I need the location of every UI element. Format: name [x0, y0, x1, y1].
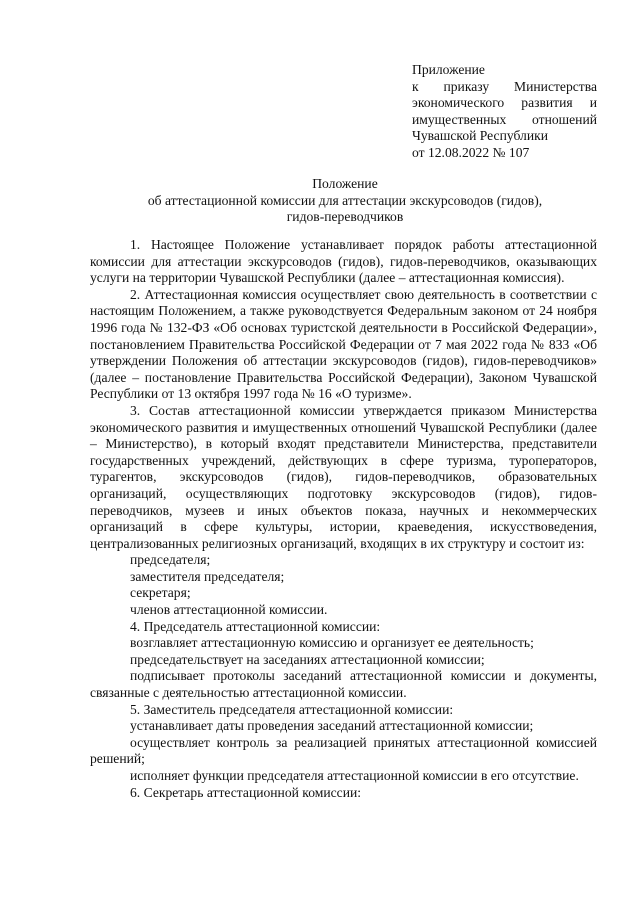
paragraph: 5. Заместитель председателя аттестационной комиссии:	[130, 701, 454, 717]
paragraph: 6. Секретарь аттестационной комиссии:	[130, 784, 362, 800]
list-item: членов аттестационной комиссии.	[130, 602, 328, 618]
title-line: Положение	[312, 176, 378, 191]
title-line: об аттестационной комиссии для аттестации экскурсоводов (гидов),	[147, 192, 543, 208]
document-title	[90, 176, 600, 226]
list-item: председателя;	[130, 552, 211, 568]
paragraph: 1. Настоящее Положение устанавливает порядок работы аттестационной комиссии для аттестации экскурсоводов (гидов), гидов-переводчиков, оказывающих услуги на территории Чувашской Республики (далее – аттестационная комиссия).	[90, 237, 597, 286]
list-item: секретаря;	[130, 585, 191, 601]
list-item: подписывает протоколы заседаний аттестационной комиссии и документы, связанные с деятельностью аттестационной комиссии.	[90, 668, 597, 701]
list-item: заместителя председателя;	[130, 568, 285, 584]
appendix-line: Чувашской Республики	[412, 128, 548, 144]
appendix-line: Приложение	[412, 62, 485, 77]
appendix-line: экономического развития и	[412, 95, 597, 111]
paragraph: 3. Состав аттестационной комиссии утверждается приказом Министерства экономического развития и имущественных отношений Чувашской Республики (далее – Министерство), в который входят представители Министерства, представители государственных учреждений, действующих в сфере туризма, туроператоров, турагентов, экскурсоводов (гидов), гидов-переводчиков, образовательных организаций, осуществляющих подготовку экскурсоводов (гидов), гидов-переводчиков, музеев и иных объектов показа, научных и некоммерческих организаций в сфере культуры, истории, краеведения, искусствоведения, централизованных религиозных организаций, входящих в их структуру и состоит из:	[90, 402, 597, 551]
list-item: председательствует на заседаниях аттестационной комиссии;	[130, 651, 485, 667]
list-item: устанавливает даты проведения заседаний аттестационной комиссии;	[130, 718, 534, 734]
paragraph: 2. Аттестационная комиссия осуществляет свою деятельность в соответствии с настоящим Положением, а также руководствуется Федеральным законом от 24 ноября 1996 года № 132-ФЗ «Об основах туристской деятельности в Российской Федерации», постановлением Правительства Российской Федерации от 7 мая 2022 года № 833 «Об утверждении Положения об аттестации экскурсоводов (гидов), гидов-переводчиков» (далее – постановление Правительства Российской Федерации), Законом Чувашской Республики от 13 октября 1997 года № 16 «О туризме».	[90, 286, 597, 402]
appendix-block	[412, 62, 597, 162]
appendix-line: к приказу Министерства	[412, 78, 597, 94]
appendix-line: от 12.08.2022 № 107	[412, 144, 530, 160]
document-body	[90, 237, 597, 801]
title-line: гидов-переводчиков	[286, 209, 404, 225]
list-item: исполняет функции председателя аттестационной комиссии в его отсутствие.	[130, 768, 579, 783]
appendix-line: имущественных отношений	[412, 111, 597, 127]
paragraph: 4. Председатель аттестационной комиссии:	[130, 618, 381, 634]
list-item: возглавляет аттестационную комиссию и организует ее деятельность;	[130, 635, 534, 651]
list-item: осуществляет контроль за реализацией принятых аттестационной комиссией решений;	[90, 734, 597, 767]
